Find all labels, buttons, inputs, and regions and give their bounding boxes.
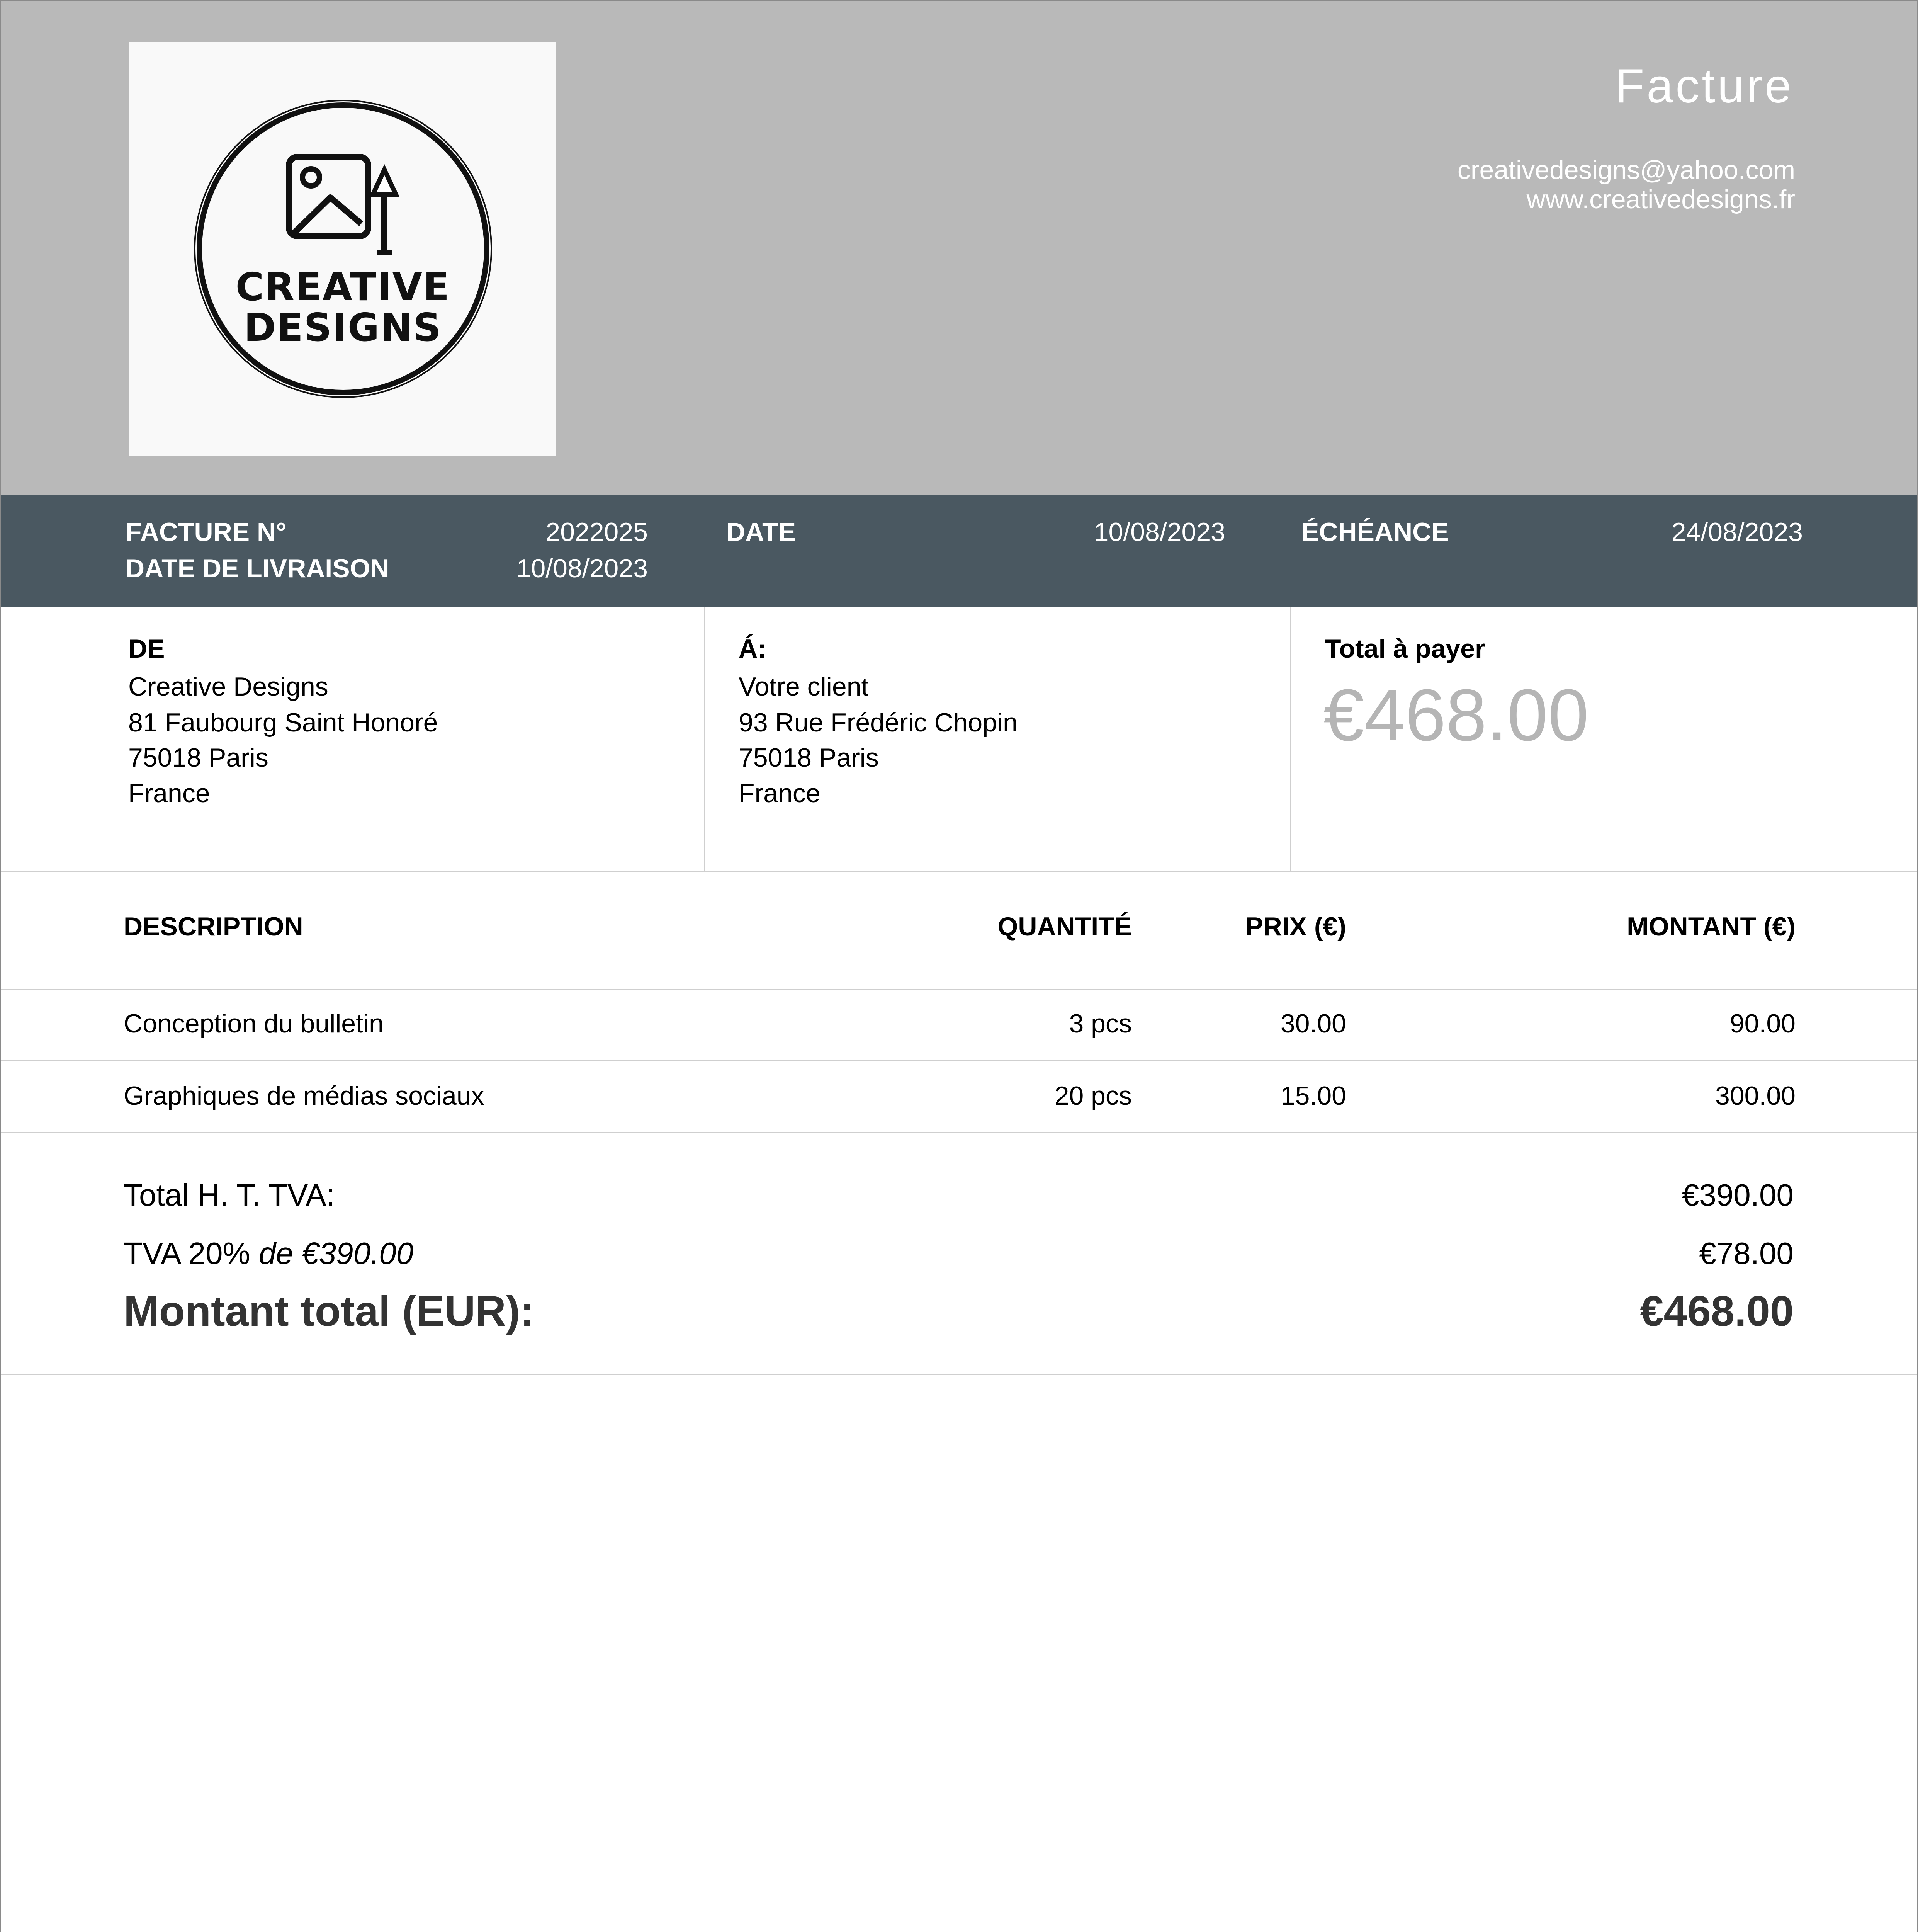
document-title: Facture [1615, 60, 1794, 113]
row-price: 30.00 [1280, 1009, 1346, 1038]
to-line-3: 75018 Paris [739, 743, 879, 772]
company-contact [1458, 155, 1795, 214]
row-price: 15.00 [1280, 1081, 1346, 1111]
total-due-label: Total à payer [1325, 634, 1485, 663]
vat-label: TVA 20% [124, 1236, 250, 1270]
date-label: DATE [726, 517, 796, 547]
from-line-3: 75018 Paris [128, 743, 268, 772]
to-line-4: France [739, 779, 821, 808]
logo-text-line2: DESIGNS [244, 305, 442, 350]
company-website[interactable]: www.creativedesigns.fr [1526, 185, 1795, 214]
total-due-amount: €468.00 [1323, 674, 1589, 756]
delivery-date: 10/08/2023 [516, 554, 648, 583]
image-with-pen-icon [289, 157, 396, 253]
row-amount: 300.00 [1715, 1081, 1796, 1111]
subtotal-value: €390.00 [1682, 1178, 1794, 1212]
due-date: 24/08/2023 [1671, 517, 1803, 547]
invoice-number-label: FACTURE N° [126, 517, 287, 547]
from-line-1: Creative Designs [128, 672, 328, 701]
column-header-quantity: QUANTITÉ [997, 912, 1132, 941]
column-header-description: DESCRIPTION [124, 912, 303, 941]
invoice-date: 10/08/2023 [1094, 517, 1225, 547]
table-divider [1, 989, 1917, 990]
column-divider [1290, 607, 1291, 871]
from-label: DE [128, 634, 165, 663]
company-email[interactable]: creativedesigns@yahoo.com [1457, 155, 1795, 185]
row-description: Graphiques de médias sociaux [124, 1081, 484, 1111]
table-divider [1, 1060, 1917, 1061]
column-header-amount: MONTANT (€) [1627, 912, 1796, 941]
row-amount: 90.00 [1729, 1009, 1796, 1038]
grand-total-label: Montant total (EUR): [124, 1287, 535, 1335]
to-line-2: 93 Rue Frédéric Chopin [739, 708, 1018, 737]
column-divider [704, 607, 705, 871]
table-divider [1, 1132, 1917, 1133]
invoice-number: 2022025 [545, 517, 648, 547]
address-section [1, 607, 1917, 872]
logo-graphic [129, 42, 556, 456]
subtotal-label: Total H. T. TVA: [124, 1178, 335, 1212]
from-line-2: 81 Faubourg Saint Honoré [128, 708, 438, 737]
row-description: Conception du bulletin [124, 1009, 384, 1038]
vat-value: €78.00 [1699, 1236, 1794, 1270]
column-header-price: PRIX (€) [1245, 912, 1346, 941]
due-date-label: ÉCHÉANCE [1301, 517, 1449, 547]
to-label: Á: [739, 634, 766, 663]
vat-base: de €390.00 [258, 1236, 414, 1270]
vat-label-group [124, 1236, 413, 1271]
from-line-4: France [128, 779, 210, 808]
row-quantity: 20 pcs [1054, 1081, 1132, 1111]
company-logo [129, 42, 556, 456]
grand-total-value: €468.00 [1640, 1287, 1794, 1335]
totals-divider [1, 1374, 1917, 1375]
row-quantity: 3 pcs [1069, 1009, 1132, 1038]
delivery-date-label: DATE DE LIVRAISON [126, 554, 389, 583]
logo-text-line1: CREATIVE [235, 264, 450, 310]
to-line-1: Votre client [739, 672, 869, 701]
invoice-info-bar [1, 495, 1917, 607]
invoice-header [1, 1, 1917, 495]
